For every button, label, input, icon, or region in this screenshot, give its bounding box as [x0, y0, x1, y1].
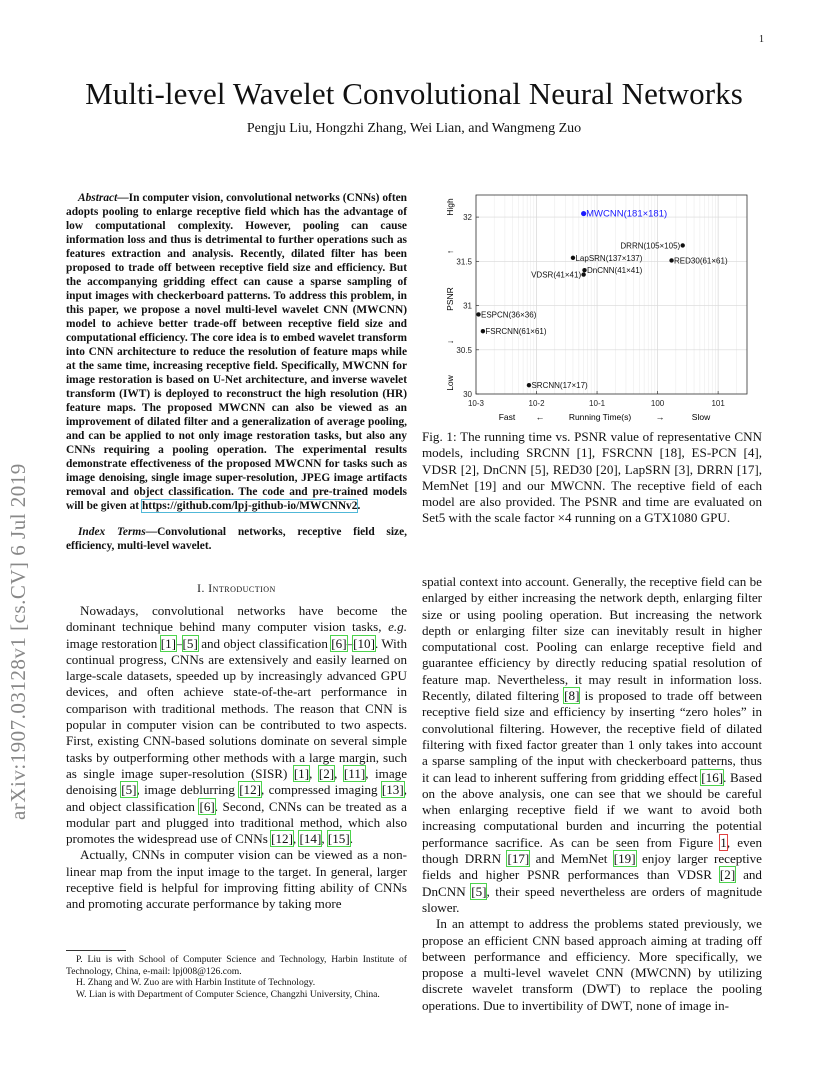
text-run: , and object classification	[66, 782, 407, 814]
citation-link[interactable]: [16]	[701, 769, 724, 785]
author-list: Pengju Liu, Hongzhi Zhang, Wei Lian, and Wangmeng Zuo	[246, 121, 582, 136]
text-run: , even though DRRN	[422, 834, 762, 867]
x-tick-label: 101	[711, 399, 725, 408]
text-run: –	[176, 635, 183, 651]
x-label-slow: Slow	[691, 412, 711, 422]
citation-link[interactable]: [15]	[327, 831, 350, 847]
x-label-right-arrow: →	[655, 412, 665, 422]
citation-link[interactable]: [20]	[595, 461, 618, 477]
data-point-label: SRCNN(17×17)	[531, 381, 588, 391]
text-run: . With continual progress, CNNs are extensively and easily learned on large-scale datasets, speeded up by increasingly advanced GPU devices, and often achieve state-of-the-art performance in comparison with traditional methods. The reason that CNN is popular in computer vision can be contributed to two aspects. First, existing CNN-based solutions dominate on several simple tasks by outperforming other methods with a large margin, such as single image super-resolution (SISR)	[66, 635, 407, 781]
data-point-label: ESPCN(36×36)	[481, 310, 537, 320]
y-tick-label: 31.5	[456, 257, 472, 267]
page-number: 1	[759, 34, 764, 45]
index-terms-text: —Convolutional networks, receptive field size, efficiency, multi-level wavelet.	[66, 526, 407, 552]
citation-link[interactable]: [5]	[121, 782, 137, 798]
y-tick-label: 31	[463, 301, 472, 311]
y-label-low: Low	[445, 375, 455, 391]
y-tick-label: 32	[463, 213, 472, 223]
citation-link[interactable]: [12]	[239, 782, 262, 798]
x-label-left-arrow: ←	[535, 412, 545, 422]
y-label-high: High	[445, 198, 455, 216]
figure-reference-link[interactable]: 1	[720, 834, 727, 850]
data-point-label: LapSRN(137×137)	[575, 253, 643, 263]
text-run: and our MWCNN. The receptive field of each model are also provided. The PSNR and time are evaluated on Set5 with the scale factor ×4 running on a GTX1080 GPU.	[422, 477, 762, 526]
citation-link[interactable]: [10]	[353, 635, 375, 651]
citation-link[interactable]: [1]	[576, 445, 592, 461]
paper-title: Multi-level Wavelet Convolutional Neural Networks	[85, 76, 743, 111]
text-run: . Based on the above analysis, one can see that we should be careful when enlarging receptive field if we want to avoid both increasing computational burden and incurring the potential performance sacrifice. As can be seen from Figure	[422, 769, 762, 850]
x-tick-label: 10-2	[528, 399, 545, 408]
data-point-label: MWCNN(181×181)	[586, 208, 668, 220]
text-run: ,	[334, 765, 344, 781]
text-run: , DnCNN	[476, 461, 531, 477]
citation-link[interactable]: [13]	[381, 782, 404, 798]
abstract-label: Abstract	[78, 192, 118, 204]
arxiv-identifier: arXiv:1907.03128v1 [cs.CV] 6 Jul 2019	[6, 463, 30, 820]
text-run: ,	[292, 831, 300, 847]
text-run: , image deblurring	[136, 782, 240, 798]
text-run: Nowadays, convolutional networks have become the dominant technique behind many computer vision tasks,	[66, 603, 407, 635]
abstract-end: .	[357, 500, 361, 512]
text-run: , LapSRN	[617, 461, 675, 477]
text-run: spatial context into account. Generally, the receptive field can be enlarged by either increasing the network depth, enlarging filter size or using pooling operation. But increasing the network depth or enlarging filter size can inevitably result in higher computational cost. Pooling can enlarge receptive field and guarantee efficiency by directly reducing spatial resolution of feature map. Nevertheless, it may result in information loss. Recently, dilated filtering	[422, 574, 762, 704]
citation-link[interactable]: [18]	[659, 445, 682, 461]
footnote-3: W. Lian is with Department of Computer Science, Changzhi University, China.	[76, 988, 380, 1000]
right-column-text	[422, 574, 762, 1014]
y-label-psnr: PSNR	[445, 287, 455, 311]
left-column	[66, 191, 407, 913]
text-run: , DRRN	[689, 461, 737, 477]
citation-link[interactable]: [11]	[343, 765, 366, 781]
text-run: is proposed to trade off between receptive field size and efficiency by inserting “zero holes” in convolutional filtering. However, the receptive field of dilated filtering with fixed factor greater than 1 only takes into account a sparse sampling of the input with checkerboard patterns, thus it can lead to inherent suffering from gridding effect	[422, 688, 762, 785]
abstract-text: —In computer vision, convolutional networks (CNNs) often adopts pooling to enlarge receptive field which has the advantage of low computational complexity. However, pooling can cause information loss and thus is detrimental to further operations such as features extraction and analysis. Recently, dilated filter has been proposed to trade off between receptive field size and efficiency. But the accompanying gridding effect can cause a sparse sampling of input images with checkerboard patterns. To address this problem, in this paper, we propose a novel multi-level wavelet CNN (MWCNN) model to achieve better trade-off between receptive field size and computational efficiency. The core idea is to embed wavelet transform into CNN architecture to reduce the resolution of feature maps while at the same time, increasing receptive field. Specifically, MWCNN for image restoration is based on U-Net architecture, and inverse wavelet transform (IWT) is deployed to reconstruct the high resolution (HR) feature maps. The proposed MWCNN can also be viewed as an improvement of dilated filter and a generalization of average pooling, and can be applied to not only image restoration tasks, but also any CNNs requiring a pooling operation. The experimental results demonstrate effectiveness of the proposed MWCNN for tasks such as image denoising, single image super-resolution, JPEG image artifacts removal and object classification. The code and pre-trained models will be given at	[66, 192, 407, 512]
footnotes	[66, 950, 407, 1000]
data-point-label: FSRCNN(61×61)	[485, 327, 547, 337]
citation-link[interactable]: [2]	[318, 765, 335, 781]
y-tick-label: 30.5	[456, 345, 472, 355]
text-run: Fig. 1: The running time vs. PSNR value of representative CNN models, including SRCNN	[422, 429, 762, 461]
index-terms	[66, 525, 407, 553]
index-terms-label: Index Terms	[78, 526, 146, 538]
text-run: , compressed imaging	[261, 782, 382, 798]
right-paragraph-1	[422, 574, 762, 916]
x-tick-label: 10-3	[467, 399, 485, 408]
y-label-up-arrow: ↑	[445, 249, 455, 255]
citation-link[interactable]: [5]	[530, 461, 546, 477]
citation-link[interactable]: [5]	[182, 635, 198, 651]
code-link[interactable]: https://github.com/lpj-github-io/MWCNNv2	[141, 500, 358, 512]
figure-caption	[422, 429, 762, 527]
citation-link[interactable]: [6]	[199, 798, 215, 814]
section-heading-introduction: I. Introduction	[197, 583, 276, 595]
text-run: , their speed nevertheless are orders of magnitude slower.	[422, 883, 763, 915]
text-run: e.g.	[388, 619, 407, 635]
citation-link[interactable]: [4]	[743, 445, 759, 461]
data-point-label: DnCNN(41×41)	[586, 266, 643, 276]
abstract	[66, 191, 407, 513]
text-run: ,	[309, 765, 319, 781]
plot-area	[476, 195, 747, 394]
citation-link[interactable]: [19]	[474, 477, 497, 493]
citation-link[interactable]: [1]	[293, 765, 310, 781]
text-run: and object classification	[197, 635, 332, 651]
footnote-rule	[66, 950, 126, 951]
data-point-label: VDSR(41×41)	[531, 270, 582, 280]
citation-link[interactable]: [2]	[460, 461, 476, 477]
citation-link[interactable]: [17]	[736, 461, 759, 477]
y-tick-label: 30	[463, 390, 472, 399]
text-run: , FSRCNN	[591, 445, 660, 461]
data-point-label: RED30(61×61)	[674, 256, 728, 266]
citation-link[interactable]: [8]	[564, 688, 580, 704]
x-label-fast: Fast	[498, 412, 516, 422]
right-column-figure	[422, 187, 762, 527]
y-label-down-arrow: ↓	[445, 339, 455, 345]
footnote-1: P. Liu is with School of Computer Science and Technology, Harbin Institute of Technology, China, e-mail: lpj008@126.com.	[66, 954, 407, 977]
text-run: , VDSR	[422, 445, 763, 477]
text-run: and MemNet	[529, 851, 614, 867]
text-run: –	[346, 635, 354, 651]
text-run: enjoy larger receptive fields and higher PSNR performances than VDSR	[422, 851, 762, 883]
citation-link[interactable]: [6]	[331, 635, 347, 651]
text-run: .	[349, 831, 353, 847]
citation-link[interactable]: [5]	[471, 883, 487, 899]
text-run: . Second, CNNs can be treated as a modular part and plugged into traditional method, which also promotes the widespread use of CNNs	[66, 798, 407, 847]
text-run: image restoration	[66, 635, 161, 651]
text-run: , MemNet	[422, 461, 763, 493]
text-run: and DnCNN	[422, 867, 762, 899]
citation-link[interactable]: [19]	[613, 851, 636, 867]
x-tick-label: 100	[650, 399, 665, 408]
text-run: , ES-PCN	[681, 445, 744, 461]
text-run: , RED30	[545, 461, 596, 477]
citation-link[interactable]: [2]	[719, 867, 736, 883]
x-tick-label: 10-1	[589, 399, 606, 408]
data-point	[581, 272, 585, 276]
citation-link[interactable]: [12]	[271, 831, 293, 847]
right-paragraph-2: In an attempt to address the problems stated previously, we propose an efficient CNN based approach aiming at trading off between performance and efficiency. More specifically, we propose a multi-level wavelet CNN (MWCNN) by utilizing discrete wavelet transform (DWT) to replace the pooling operations. Due to invertibility of DWT, none of image in-	[422, 916, 762, 1013]
intro-paragraph-2: Actually, CNNs in computer vision can be viewed as a non-linear map from the input image to the target. In general, larger receptive field is helpful for improving fitting ability of CNNs and promoting accurate performance by taking more	[66, 847, 407, 912]
data-point	[681, 243, 685, 247]
citation-link[interactable]: [1]	[160, 635, 176, 651]
data-point-label: DRRN(105×105)	[620, 241, 681, 251]
x-axis-title: Running Time(s)	[568, 412, 632, 422]
figure-1	[422, 187, 762, 425]
citation-link[interactable]: [17]	[507, 851, 530, 867]
intro-paragraph-1	[66, 603, 407, 847]
footnote-2: H. Zhang and W. Zuo are with Harbin Institute of Technology.	[76, 977, 316, 989]
citation-link[interactable]: [14]	[299, 831, 322, 847]
text-run: ,	[321, 831, 328, 847]
text-run: , image denoising	[66, 765, 408, 798]
psnr-runtime-chart	[422, 187, 762, 425]
citation-link[interactable]: [3]	[674, 461, 690, 477]
